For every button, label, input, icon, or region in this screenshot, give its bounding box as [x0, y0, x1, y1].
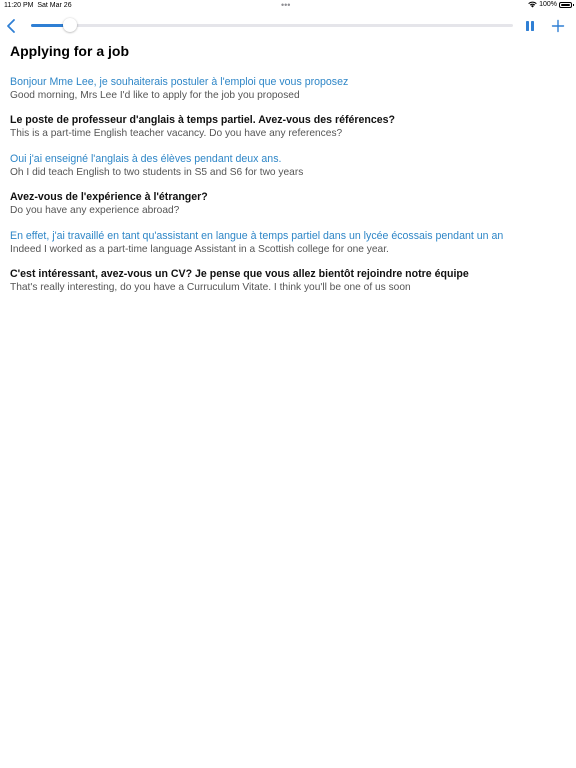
dialogue-line[interactable]: [10, 76, 570, 114]
english-translation: That's really interesting, do you have a Curruculum Vitate. I think you'll be one of us soon: [10, 281, 411, 293]
french-sentence: C'est intéressant, avez-vous un CV? Je pense que vous allez bientôt rejoindre notre équipe: [10, 267, 469, 280]
french-sentence: Bonjour Mme Lee, je souhaiterais postuler à l'emploi que vous proposez: [10, 76, 349, 88]
add-button[interactable]: [550, 18, 566, 34]
french-sentence: Oui j'ai enseigné l'anglais à des élèves pendant deux ans.: [10, 152, 282, 165]
dialogue-line[interactable]: [10, 191, 570, 229]
chevron-left-icon: [4, 17, 20, 35]
battery-icon: [559, 2, 572, 8]
status-indicators: [528, 1, 572, 8]
dialogue-line[interactable]: [10, 114, 570, 152]
english-translation: Oh I did teach English to two students in S5 and S6 for two years: [10, 166, 304, 178]
pause-button[interactable]: [524, 19, 536, 33]
english-translation: Indeed I worked as a part-time language Assistant in a Scottish college for one year.: [10, 243, 389, 255]
english-translation: Good morning, Mrs Lee I'd like to apply for the job you proposed: [10, 90, 300, 101]
status-time-date: 11:20 PM Sat Mar 26: [4, 2, 72, 9]
player-toolbar: [0, 14, 576, 38]
french-sentence: Le poste de professeur d'anglais à temps partiel. Avez-vous des références?: [10, 114, 396, 127]
english-translation: This is a part-time English teacher vacancy. Do you have any references?: [10, 128, 343, 140]
pause-icon: [524, 19, 536, 33]
status-bar: [0, 0, 576, 12]
playback-progress-slider[interactable]: [31, 24, 513, 27]
french-sentence: En effet, j'ai travaillé en tant qu'assistant en langue à temps partiel dans un lycée écossais pendant un an: [10, 229, 504, 242]
wifi-icon: [528, 1, 537, 8]
page-title: Applying for a job: [10, 43, 129, 59]
plus-icon: [550, 18, 566, 34]
back-button[interactable]: [4, 17, 20, 35]
multitasking-dots-icon[interactable]: •••: [281, 0, 291, 10]
playback-progress-knob[interactable]: [63, 18, 77, 32]
dialogue-line[interactable]: [10, 230, 570, 268]
dialogue-line[interactable]: [10, 268, 570, 306]
dialogue-line[interactable]: [10, 153, 570, 191]
dialogue-list: [10, 76, 570, 306]
english-translation: Do you have any experience abroad?: [10, 205, 180, 217]
french-sentence: Avez-vous de l'expérience à l'étranger?: [10, 191, 208, 204]
battery-percent: 100%: [539, 1, 557, 8]
